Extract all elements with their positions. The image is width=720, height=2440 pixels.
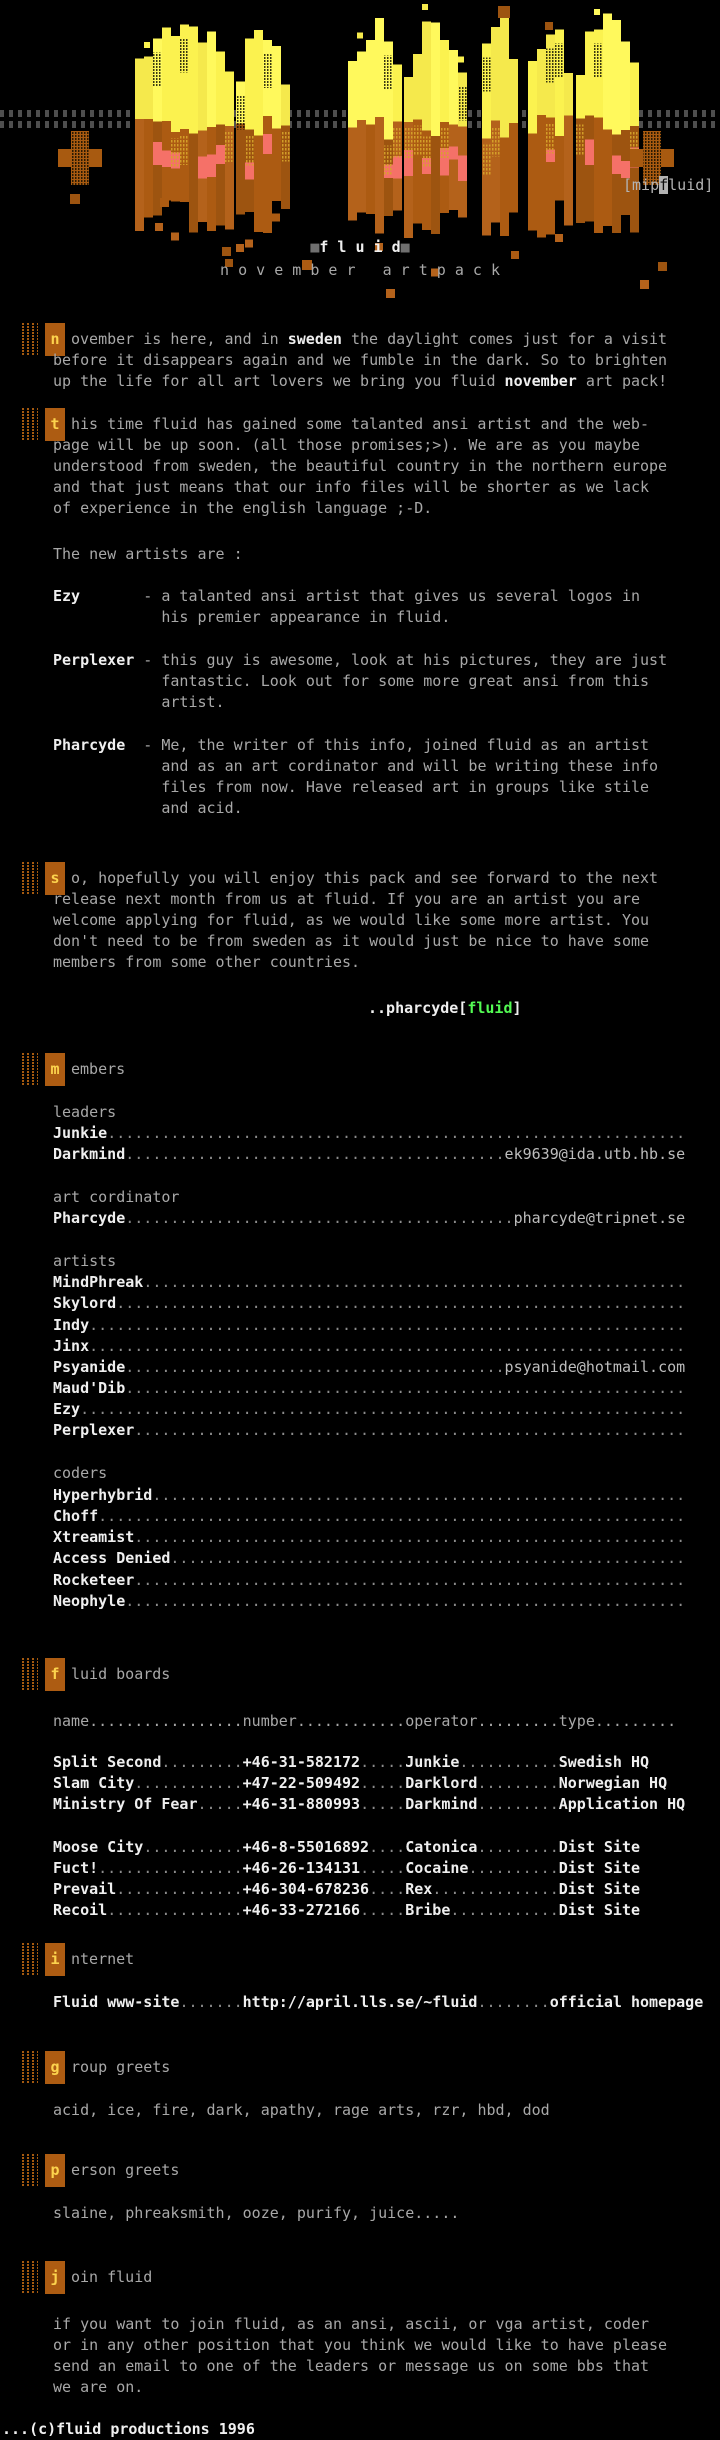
text-segment: Jinx (53, 1337, 90, 1355)
text-segment: ................ (98, 1859, 243, 1877)
member-row (53, 1528, 685, 1547)
text-segment: erson greets (71, 2161, 180, 2179)
member-row (53, 1273, 685, 1292)
text-segment: The new artists are : (53, 545, 243, 563)
text-segment: ovember is here, and in (71, 330, 288, 348)
text-segment: Perplexer (53, 1421, 135, 1439)
logo-title (0, 238, 720, 256)
text-segment: pharcyde@tripnet.se (513, 1209, 686, 1227)
text-segment: we are on. (53, 2378, 144, 2396)
text-segment: Hyperhybrid (53, 1486, 153, 1504)
section-marker-dither (22, 2261, 38, 2294)
text-segment: Darklord (405, 1774, 478, 1792)
text-line (53, 436, 640, 455)
member-row (53, 1124, 685, 1143)
section-marker-letter: n (45, 323, 65, 356)
text-segment: and as an art cordinator and will be writing these info (53, 757, 659, 775)
section-marker-dither (22, 2051, 38, 2084)
section-marker-letter: p (45, 2154, 65, 2187)
text-segment: Fuct! (53, 1859, 99, 1877)
text-line (53, 932, 649, 951)
member-row (53, 1592, 685, 1611)
text-segment: don't need to be from sweden as it would just be nice to have some (53, 932, 650, 950)
text-segment: leaders (53, 1103, 117, 1121)
text-segment: page will be up soon. (all those promises;>). We are as you maybe (53, 436, 640, 454)
text-segment: before it disappears again and we fumble in the dark. So to brighten (53, 351, 668, 369)
internet-row (53, 1993, 703, 2012)
text-segment: Recoil (53, 1901, 108, 1919)
text-segment: +46-26-134131 (242, 1859, 361, 1877)
text-segment: ............................................................ (143, 1273, 686, 1291)
text-segment: Maud'Dib (53, 1379, 126, 1397)
board-row (53, 1774, 667, 1793)
text-segment: Split Second (53, 1753, 162, 1771)
text-segment: and acid. (53, 799, 243, 817)
text-segment: ........... (459, 1753, 559, 1771)
text-line (53, 2204, 459, 2223)
text-segment: +46-304-678236 (242, 1880, 370, 1898)
text-segment: .......................................... (125, 1145, 505, 1163)
text-line (53, 911, 649, 930)
text-segment: Ministry Of Fear (53, 1795, 198, 1813)
text-segment: Rocketeer (53, 1571, 135, 1589)
text-segment: ............ (134, 1774, 243, 1792)
text-segment: - this guy is awesome, look at his pictures, they are just (134, 651, 668, 669)
text-line (53, 799, 243, 818)
text-segment: and that just means that our info files will be shorter as we lack (53, 478, 650, 496)
member-row (53, 1421, 685, 1440)
text-segment: .................................................................. (89, 1337, 686, 1355)
text-segment: or in any other position that you think we would like to have please (53, 2336, 668, 2354)
text-segment: .............................................................. (125, 1592, 686, 1610)
board-row (53, 1838, 640, 1857)
section-marker-dither (22, 408, 38, 441)
text-segment: sweden (287, 330, 342, 348)
section-marker-dither (22, 1943, 38, 1976)
text-segment: +46-31-582172 (242, 1753, 361, 1771)
text-segment: .............. (116, 1880, 243, 1898)
text-segment: artists (53, 1252, 117, 1270)
section-marker-letter: j (45, 2261, 65, 2294)
text-line (53, 2336, 667, 2355)
text-segment: Darkmind (53, 1145, 126, 1163)
member-row (53, 1145, 685, 1164)
board-row (53, 1880, 640, 1899)
section-marker-dither (22, 1053, 38, 1086)
text-segment: his premier appearance in fluid. (53, 608, 451, 626)
section-header-line (71, 2161, 179, 2180)
text-segment: ..... (360, 1859, 406, 1877)
text-segment: files from now. Have released art in groups like stile (53, 778, 650, 796)
text-segment: Cocaine (405, 1859, 469, 1877)
text-segment: of experience in the english language ;-D. (53, 499, 433, 517)
text-segment: name.................number............operator.........type......... (53, 1712, 677, 1730)
text-segment: his time fluid has gained some talanted ansi artist and the web- (71, 415, 649, 433)
text-segment: ......................................................... (170, 1549, 686, 1567)
text-segment: Norwegian HQ (558, 1774, 668, 1792)
title-right-block: ■ (400, 238, 410, 256)
board-row (53, 1859, 640, 1878)
text-segment: Dist Site (558, 1859, 641, 1877)
text-segment: roup greets (71, 2058, 171, 2076)
text-segment: Neophyle (53, 1592, 126, 1610)
section-marker-dither (22, 1658, 38, 1691)
member-group-title (53, 1103, 116, 1122)
member-row (53, 1486, 685, 1505)
text-segment: november (504, 372, 577, 390)
text-segment: ................................................................... (80, 1400, 686, 1418)
text-segment: ......... (477, 1774, 559, 1792)
text-segment: acid, ice, fire, dark, apathy, rage arts, rzr, hbd, dod (53, 2101, 550, 2119)
text-segment: ..... (360, 1795, 406, 1813)
member-row (53, 1358, 685, 1377)
text-segment: .... (369, 1838, 406, 1856)
text-segment: coders (53, 1464, 108, 1482)
text-segment: ......... (477, 1838, 559, 1856)
text-segment: ......... (161, 1753, 243, 1771)
text-segment: Dist Site (558, 1901, 641, 1919)
text-segment: understood from sweden, the beautiful country in the northern europe (53, 457, 668, 475)
text-segment: fantastic. Look out for some more great ansi from this (53, 672, 650, 690)
text-segment: .......... (468, 1859, 559, 1877)
board-row (53, 1901, 640, 1920)
text-line (368, 999, 522, 1018)
text-segment: Xtreamist (53, 1528, 135, 1546)
text-segment: release next month from us at fluid. If you are an artist you are (53, 890, 640, 908)
text-segment: members from some other countries. (53, 953, 361, 971)
text-line (53, 608, 450, 627)
text-segment: Slam City (53, 1774, 135, 1792)
member-row (53, 1507, 685, 1526)
text-segment: ........ (477, 1993, 550, 2011)
section-marker-letter: i (45, 1943, 65, 1976)
text-segment: +47-22-509492 (242, 1774, 361, 1792)
text-segment: embers (71, 1060, 126, 1078)
text-segment: Prevail (53, 1880, 117, 1898)
text-line (53, 2378, 143, 2397)
text-segment: Catonica (405, 1838, 478, 1856)
text-segment: Access Denied (53, 1549, 171, 1567)
text-line (53, 2315, 649, 2334)
text-segment: Bribe (405, 1901, 451, 1919)
text-segment: - Me, the writer of this info, joined fluid as an artist (125, 736, 650, 754)
text-line (53, 890, 640, 909)
text-segment: luid boards (71, 1665, 171, 1683)
text-segment: art pack! (576, 372, 668, 390)
section-marker-dither (22, 862, 38, 895)
text-segment: Swedish HQ (558, 1753, 650, 1771)
member-row (53, 1400, 685, 1419)
text-line (53, 2101, 550, 2120)
text-segment: ................................................................. (98, 1507, 686, 1525)
board-row (53, 1753, 649, 1772)
text-segment: Skylord (53, 1294, 117, 1312)
text-segment: ............................................................... (116, 1294, 686, 1312)
text-segment: ............................................................. (134, 1421, 686, 1439)
text-line (53, 672, 649, 691)
text-segment: .................................................................. (89, 1316, 686, 1334)
section-header-line (71, 1665, 170, 1684)
section-marker-letter: s (45, 862, 65, 895)
text-segment: +46-31-880993 (242, 1795, 361, 1813)
text-segment: Choff (53, 1507, 99, 1525)
text-segment: Moose City (53, 1838, 144, 1856)
text-segment: Ezy (53, 1400, 81, 1418)
text-segment: the daylight comes just for a visit (341, 330, 668, 348)
section-marker-letter: m (45, 1053, 65, 1086)
text-segment: Perplexer (53, 651, 135, 669)
text-line (53, 2357, 649, 2376)
section-header-line (71, 869, 658, 888)
text-segment: +46-8-55016892 (242, 1838, 370, 1856)
member-group-title (53, 1252, 116, 1271)
text-line (53, 757, 658, 776)
text-segment: ] (512, 999, 522, 1017)
text-segment: if you want to join fluid, as an ansi, ascii, or vga artist, coder (53, 2315, 650, 2333)
text-segment: Junkie (53, 1124, 108, 1142)
member-group-title (53, 1188, 179, 1207)
text-line (53, 545, 243, 564)
text-line (53, 778, 649, 797)
text-segment: ............... (107, 1901, 243, 1919)
text-segment: send an email to one of the leaders or message us on some bbs that (53, 2357, 650, 2375)
text-segment: ..... (360, 1753, 406, 1771)
section-marker-letter: f (45, 1658, 65, 1691)
text-segment: ....... (179, 1993, 243, 2011)
text-segment: ............................................................. (134, 1528, 686, 1546)
section-header-line (71, 1060, 125, 1079)
section-marker-letter: g (45, 2051, 65, 2084)
text-line (53, 351, 667, 370)
logo-subtitle: n o v e m b e r a r t p a c k (220, 261, 500, 279)
text-segment: Dist Site (558, 1880, 641, 1898)
artist-signature-pre: [mip (623, 176, 660, 194)
text-line (53, 478, 649, 497)
member-row (53, 1571, 685, 1590)
section-marker-dither (22, 323, 38, 356)
flame-letters (135, 4, 639, 277)
text-segment: ............ (450, 1901, 559, 1919)
text-segment: +46-33-272166 (242, 1901, 361, 1919)
section-header-line (71, 2058, 170, 2077)
text-segment: .............. (432, 1880, 559, 1898)
text-segment: ............................................................. (134, 1571, 686, 1589)
text-line (53, 457, 667, 476)
text-segment: ........................................................... (152, 1486, 686, 1504)
text-segment: o, hopefully you will enjoy this pack and see forward to the next (71, 869, 658, 887)
member-row (53, 1379, 685, 1398)
title-left-block: ■ (310, 238, 320, 256)
text-segment: ..pharcyde[ (368, 999, 468, 1017)
text-segment: ..... (360, 1774, 406, 1792)
member-row (53, 1549, 685, 1568)
text-segment: ......... (477, 1795, 559, 1813)
text-segment: Application HQ (558, 1795, 686, 1813)
text-segment: slaine, phreaksmith, ooze, purify, juice..... (53, 2204, 460, 2222)
text-segment: - a talanted ansi artist that gives us several logos in (80, 587, 641, 605)
board-row (53, 1795, 685, 1814)
text-line (53, 953, 360, 972)
text-segment: artist. (53, 693, 225, 711)
text-segment: oin fluid (71, 2268, 153, 2286)
section-marker-letter: t (45, 408, 65, 441)
member-group-title (53, 1464, 107, 1483)
text-segment: Pharcyde (53, 1209, 126, 1227)
artist-signature-invert: f (659, 176, 669, 194)
text-segment: ........................................... (125, 1209, 514, 1227)
text-segment: ..... (197, 1795, 243, 1813)
text-segment: Ezy (53, 587, 81, 605)
text-segment: MindPhreak (53, 1273, 144, 1291)
text-line (53, 693, 225, 712)
section-header-line (71, 2268, 152, 2287)
text-segment: http://april.lls.se/~fluid (242, 1993, 478, 2011)
text-segment: Junkie (405, 1753, 460, 1771)
artist-signature (623, 176, 713, 194)
text-segment: Fluid www-site (53, 1993, 180, 2011)
section-header-line (71, 330, 667, 349)
text-line (53, 587, 640, 606)
text-segment: Dist Site (558, 1838, 641, 1856)
text-segment: official homepage (549, 1993, 704, 2011)
text-segment: .......................................... (125, 1358, 505, 1376)
copyright-footer: ...(c)fluid productions 1996 (2, 2420, 255, 2438)
text-segment: ........... (143, 1838, 243, 1856)
text-segment: up the life for all art lovers we bring you fluid (53, 372, 505, 390)
text-segment: Indy (53, 1316, 90, 1334)
text-line (53, 499, 432, 518)
member-row (53, 1294, 685, 1313)
text-segment: ................................................................ (107, 1124, 686, 1142)
text-segment: nternet (71, 1950, 135, 1968)
text-segment: ..... (360, 1901, 406, 1919)
text-segment: .... (369, 1880, 406, 1898)
text-segment: ek9639@ida.utb.hb.se (504, 1145, 686, 1163)
text-segment: welcome applying for fluid, as we would like some more artist. You (53, 911, 650, 929)
text-segment: Pharcyde (53, 736, 126, 754)
artist-signature-post: luid] (668, 176, 714, 194)
text-segment: Psyanide (53, 1358, 126, 1376)
text-segment: Rex (405, 1880, 433, 1898)
section-header-line (71, 415, 649, 434)
text-segment: .............................................................. (125, 1379, 686, 1397)
member-row (53, 1209, 685, 1228)
logo-title-text: f l u i d (319, 238, 401, 256)
text-segment: art cordinator (53, 1188, 180, 1206)
text-line (53, 372, 667, 391)
section-header-line (71, 1950, 134, 1969)
text-segment: Darkmind (405, 1795, 478, 1813)
text-line (53, 736, 649, 755)
member-row (53, 1316, 685, 1335)
boards-table-header (53, 1712, 676, 1731)
section-marker-dither (22, 2154, 38, 2187)
text-segment: psyanide@hotmail.com (504, 1358, 686, 1376)
text-segment: fluid (467, 999, 513, 1017)
member-row (53, 1337, 685, 1356)
text-line (53, 651, 667, 670)
